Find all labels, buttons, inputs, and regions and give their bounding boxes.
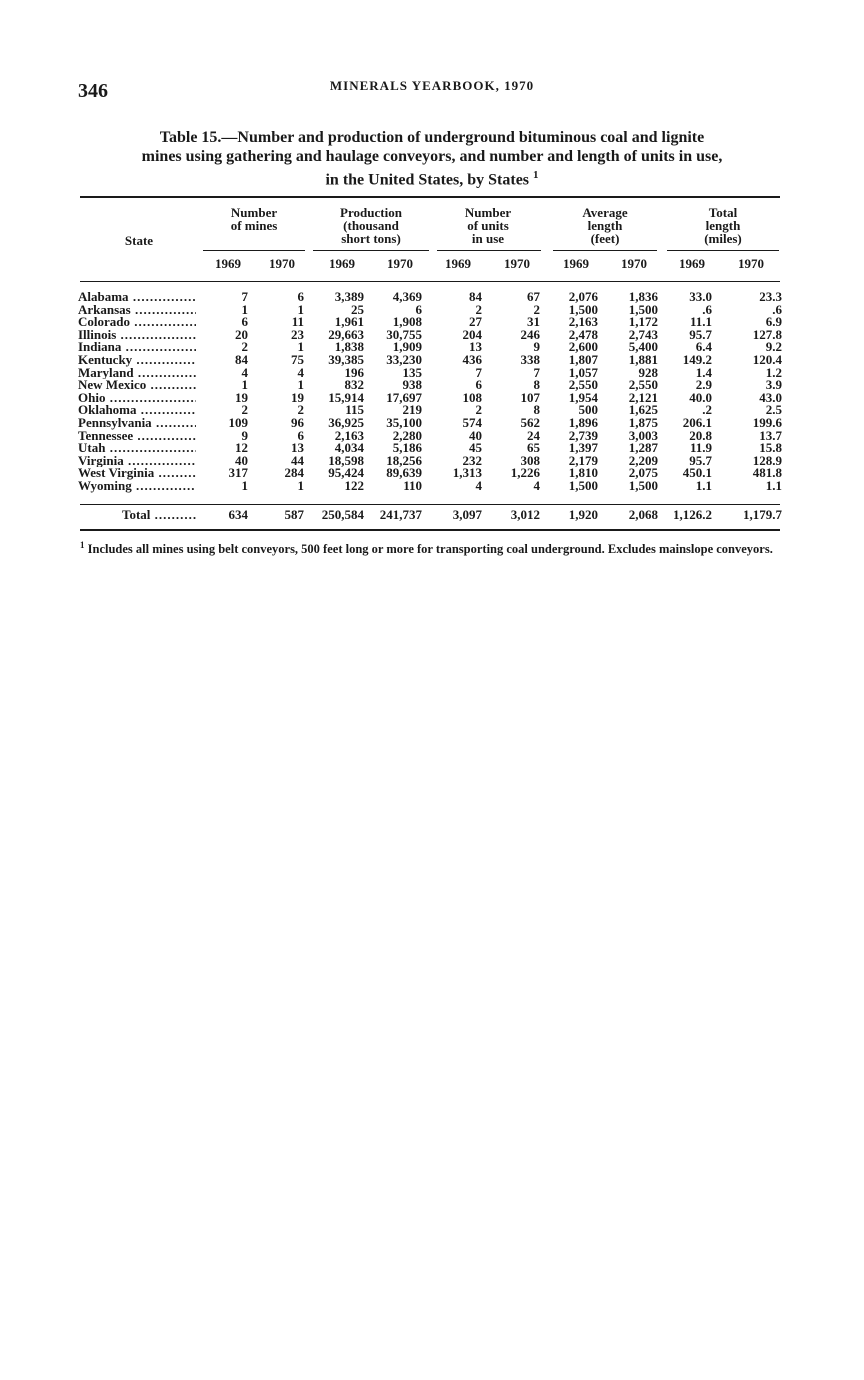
- table-cell: 18,598: [328, 452, 364, 468]
- table-cell: 2.5: [765, 402, 782, 418]
- table-top-rule: [80, 196, 780, 198]
- table-cell: 36,925: [328, 414, 364, 430]
- state-name-cell: West Virginia .....: [78, 467, 196, 480]
- table-row: [0, 467, 864, 480]
- table-cell: 115: [345, 402, 364, 418]
- table-cell: 1,057: [568, 364, 598, 380]
- table-cell: 43.0: [759, 389, 782, 405]
- column-header-year: 1969: [329, 256, 355, 271]
- table-header-rule: [80, 281, 780, 282]
- table-row: [0, 414, 864, 430]
- footnote-mark: 1: [80, 540, 85, 550]
- state-name-cell: Illinois .....: [78, 329, 196, 342]
- table-cell: 450.1: [682, 465, 712, 481]
- table-cell: 1,954: [568, 389, 598, 405]
- table-cell: 109: [228, 414, 248, 430]
- table-cell: 232: [462, 452, 482, 468]
- state-name-cell: Maryland .....: [78, 367, 196, 380]
- table-cell: 246: [520, 326, 540, 342]
- table-cell: 2,163: [568, 314, 598, 330]
- table-cell: 11.1: [689, 314, 712, 330]
- table-row: [0, 379, 864, 392]
- table-cell: 12: [235, 440, 248, 456]
- table-cell: 1: [297, 477, 304, 493]
- column-header-year: 1970: [621, 256, 647, 271]
- table-cell: 2,075: [628, 465, 658, 481]
- table-total-rule: [80, 504, 780, 505]
- total-cell: 1,126.2: [673, 507, 712, 522]
- group-label-line: short tons): [341, 231, 401, 246]
- table-cell: 30,755: [386, 326, 422, 342]
- table-cell: 2: [475, 301, 482, 317]
- table-cell: 108: [462, 389, 482, 405]
- table-cell: 18,256: [386, 452, 422, 468]
- table-cell: 1,313: [452, 465, 482, 481]
- table-cell: 1,836: [628, 289, 658, 304]
- table-title-line-3-text: in the United States, by States: [325, 171, 530, 189]
- table-cell: 7: [241, 289, 248, 304]
- table-cell: 2,076: [568, 289, 598, 304]
- state-name-cell: Colorado .....: [78, 316, 196, 329]
- table-cell: 1,810: [568, 465, 598, 481]
- table-cell: 204: [462, 326, 482, 342]
- group-label-line: length: [587, 218, 623, 233]
- table-title: [90, 128, 774, 189]
- footnote-text: Includes all mines using belt conveyors, 500 feet long or more for transporting coal underground. Excludes mainslope conveyors.: [87, 542, 773, 557]
- table-cell: 1: [297, 377, 304, 393]
- table-cell: 19: [291, 389, 304, 405]
- state-name-cell: Ohio .....: [78, 392, 196, 405]
- table-cell: 95,424: [328, 465, 364, 481]
- table-row: [0, 452, 864, 468]
- table-cell: 2: [533, 301, 540, 317]
- table-cell: 45: [469, 440, 482, 456]
- table-cell: 84: [235, 351, 248, 367]
- group-underline: [437, 250, 541, 251]
- table-cell: 75: [291, 351, 304, 367]
- table-cell: 40: [469, 427, 482, 443]
- table-row: [0, 364, 864, 380]
- table-cell: 4: [241, 364, 248, 380]
- table-cell: 3,003: [628, 427, 658, 443]
- table-cell: 1: [241, 377, 248, 393]
- table-cell: 2,280: [392, 427, 422, 443]
- table-cell: 284: [284, 465, 304, 481]
- table-cell: 5,400: [628, 339, 658, 355]
- footnote: [80, 538, 784, 557]
- table-cell: 1,896: [568, 414, 598, 430]
- table-cell: 15.8: [759, 440, 782, 456]
- state-name-cell: New Mexico .....: [78, 379, 196, 392]
- group-label-line: length: [705, 218, 741, 233]
- state-name-cell: Tennessee .....: [78, 430, 196, 443]
- table-cell: 33.0: [689, 289, 712, 304]
- group-underline: [203, 250, 305, 251]
- table-cell: 84: [469, 289, 482, 304]
- table-cell: 4: [475, 477, 482, 493]
- table-cell: 3.9: [765, 377, 782, 393]
- table-cell: 1.4: [695, 364, 712, 380]
- table-cell: 2,550: [568, 377, 598, 393]
- table-cell: 2,739: [568, 427, 598, 443]
- table-cell: 29,663: [328, 326, 364, 342]
- table-cell: 1.1: [765, 477, 782, 493]
- total-cell: 250,584: [321, 507, 364, 522]
- table-cell: 23.3: [759, 289, 782, 304]
- table-cell: 35,100: [386, 414, 422, 430]
- table-cell: 2.9: [695, 377, 712, 393]
- page-number: 346: [78, 80, 108, 102]
- table-cell: 832: [344, 377, 364, 393]
- table-cell: 6: [297, 289, 304, 304]
- table-cell: 2: [241, 339, 248, 355]
- state-name-cell: Alabama .....: [78, 291, 196, 304]
- column-group-total-length: [668, 206, 778, 245]
- table-cell: 110: [403, 477, 422, 493]
- state-name-cell: Wyoming .....: [78, 480, 196, 493]
- group-label-line: Average: [582, 205, 628, 220]
- table-cell: 17,697: [386, 389, 422, 405]
- group-underline: [667, 250, 779, 251]
- table-title-line-1: Table 15.—Number and production of underground bituminous coal and lignite: [159, 129, 705, 146]
- table-cell: 96: [291, 414, 304, 430]
- table-cell: 33,230: [386, 351, 422, 367]
- table-cell: 1.2: [765, 364, 782, 380]
- table-total-row: [0, 507, 864, 523]
- column-group-number-of-units: [436, 206, 540, 245]
- table-row: [0, 477, 864, 493]
- table-title-line-2: mines using gathering and haulage conveyors, and number and length of units in use,: [141, 148, 723, 165]
- group-label-line: Number: [464, 205, 512, 220]
- state-name-cell: Indiana .....: [78, 341, 196, 354]
- column-header-year: 1969: [563, 256, 589, 271]
- table-cell: 308: [520, 452, 540, 468]
- running-head: MINERALS YEARBOOK, 1970: [329, 78, 535, 93]
- group-underline: [313, 250, 429, 251]
- state-name-cell: Arkansas .....: [78, 304, 196, 317]
- table-row: [0, 389, 864, 405]
- table-cell: 1,500: [628, 477, 658, 493]
- total-cell: 587: [284, 507, 304, 522]
- table-cell: 574: [462, 414, 482, 430]
- table-cell: 39,385: [328, 351, 364, 367]
- group-underline: [553, 250, 657, 251]
- table-cell: 317: [228, 465, 248, 481]
- table-cell: .6: [772, 301, 782, 317]
- column-header-year: 1969: [215, 256, 241, 271]
- table-title-line-3: [90, 166, 774, 189]
- table-cell: 128.9: [752, 452, 782, 468]
- table-cell: 1,625: [628, 402, 658, 418]
- table-cell: 4: [297, 364, 304, 380]
- column-header-state: State: [124, 233, 154, 248]
- table-cell: 2,179: [568, 452, 598, 468]
- table-cell: 1,500: [568, 477, 598, 493]
- table-cell: 4,369: [392, 289, 422, 304]
- table-cell: 1,881: [628, 351, 658, 367]
- state-name-cell: Utah .....: [78, 442, 196, 455]
- column-group-production: [315, 206, 427, 245]
- table-cell: 7: [475, 364, 482, 380]
- state-name-cell: Virginia .....: [78, 455, 196, 468]
- column-header-year: 1969: [445, 256, 471, 271]
- table-cell: 6.9: [765, 314, 782, 330]
- table-cell: 40: [235, 452, 248, 468]
- group-label-line: Number: [230, 205, 278, 220]
- table-row: [0, 404, 864, 417]
- table-cell: 95.7: [689, 452, 712, 468]
- table-cell: 3,389: [334, 289, 364, 304]
- table-cell: 1: [241, 301, 248, 317]
- table-cell: 19: [235, 389, 248, 405]
- table-cell: 196: [344, 364, 364, 380]
- state-name-cell: Pennsylvania .....: [78, 417, 196, 430]
- table-row: [0, 291, 864, 304]
- table-cell: 149.2: [682, 351, 712, 367]
- state-name-cell: Oklahoma .....: [78, 404, 196, 417]
- table-cell: 1: [241, 477, 248, 493]
- group-label-line: (feet): [590, 231, 620, 246]
- table-cell: 2: [241, 402, 248, 418]
- table-cell: 25: [351, 301, 364, 317]
- table-cell: 1,397: [568, 440, 598, 456]
- table-cell: 6: [241, 314, 248, 330]
- state-name-cell: Kentucky .....: [78, 354, 196, 367]
- table-cell: 6.4: [695, 339, 712, 355]
- table-cell: 562: [520, 414, 540, 430]
- column-group-number-of-mines: [208, 206, 300, 232]
- table-row: [0, 301, 864, 317]
- table-cell: 4,034: [334, 440, 364, 456]
- table-cell: 2,209: [628, 452, 658, 468]
- table-cell: 1,807: [568, 351, 598, 367]
- table-cell: 1,226: [510, 465, 540, 481]
- table-cell: 27: [469, 314, 482, 330]
- table-row: [0, 316, 864, 329]
- table-cell: 6: [475, 377, 482, 393]
- table-cell: 1,172: [628, 314, 658, 330]
- table-cell: 6: [297, 427, 304, 443]
- table-cell: 1,287: [628, 440, 658, 456]
- total-cell: 3,012: [510, 507, 540, 522]
- table-cell: 107: [520, 389, 540, 405]
- table-cell: 9: [533, 339, 540, 355]
- table-cell: 1,909: [392, 339, 422, 355]
- table-cell: 95.7: [689, 326, 712, 342]
- table-cell: .2: [702, 402, 712, 418]
- table-cell: 7: [533, 364, 540, 380]
- table-cell: .6: [702, 301, 712, 317]
- group-label-line: (miles): [704, 231, 742, 246]
- group-label-line: of units: [467, 218, 509, 233]
- table-cell: 1,875: [628, 414, 658, 430]
- table-cell: 40.0: [689, 389, 712, 405]
- table-cell: 2,550: [628, 377, 658, 393]
- table-cell: 31: [527, 314, 540, 330]
- table-cell: 500: [578, 402, 598, 418]
- table-cell: 938: [402, 377, 422, 393]
- table-cell: 13.7: [759, 427, 782, 443]
- table-cell: 9: [241, 427, 248, 443]
- table-cell: 1,838: [334, 339, 364, 355]
- column-header-year: 1969: [679, 256, 705, 271]
- table-cell: 199.6: [752, 414, 782, 430]
- total-label: Total .....: [122, 507, 196, 523]
- total-cell: 1,179.7: [743, 507, 782, 522]
- table-cell: 1.1: [695, 477, 712, 493]
- table-cell: 206.1: [682, 414, 712, 430]
- table-row: [0, 427, 864, 443]
- table-cell: 481.8: [752, 465, 782, 481]
- group-label-line: Production: [340, 205, 402, 220]
- table-row: [0, 351, 864, 367]
- table-cell: 219: [402, 402, 422, 418]
- table-cell: 1,500: [568, 301, 598, 317]
- table-cell: 23: [291, 326, 304, 342]
- table-cell: 135: [402, 364, 422, 380]
- column-group-average-length: [552, 206, 658, 245]
- table-cell: 2,600: [568, 339, 598, 355]
- table-cell: 1,908: [392, 314, 422, 330]
- table-cell: 2,743: [628, 326, 658, 342]
- column-header-year: 1970: [269, 256, 295, 271]
- table-cell: 122: [344, 477, 364, 493]
- table-cell: 2,121: [628, 389, 658, 405]
- total-cell: 1,920: [568, 507, 598, 522]
- table-body: [0, 291, 864, 493]
- table-cell: 8: [533, 377, 540, 393]
- table-cell: 2,163: [334, 427, 364, 443]
- table-cell: 11: [291, 314, 304, 330]
- table-cell: 2,478: [568, 326, 598, 342]
- table-cell: 1: [297, 301, 304, 317]
- table-cell: 4: [533, 477, 540, 493]
- table-cell: 20: [235, 326, 248, 342]
- group-label-line: of mines: [230, 218, 278, 233]
- table-cell: 5,186: [392, 440, 422, 456]
- table-cell: 44: [291, 452, 304, 468]
- table-cell: 2: [297, 402, 304, 418]
- table-cell: 120.4: [752, 351, 782, 367]
- table-cell: 2: [475, 402, 482, 418]
- table-cell: 1: [297, 339, 304, 355]
- table-cell: 338: [520, 351, 540, 367]
- table-cell: 1,500: [628, 301, 658, 317]
- table-cell: 436: [462, 351, 482, 367]
- group-label-line: Total: [708, 205, 738, 220]
- table-cell: 15,914: [328, 389, 364, 405]
- table-cell: 67: [527, 289, 540, 304]
- total-cell: 2,068: [628, 507, 658, 522]
- column-header-year: 1970: [504, 256, 530, 271]
- table-cell: 65: [527, 440, 540, 456]
- table-cell: 13: [469, 339, 482, 355]
- column-header-year: 1970: [738, 256, 764, 271]
- table-cell: 11.9: [689, 440, 712, 456]
- table-bottom-rule: [80, 529, 780, 531]
- table-cell: 20.8: [689, 427, 712, 443]
- table-cell: 89,639: [386, 465, 422, 481]
- table-cell: 8: [533, 402, 540, 418]
- table-row: [0, 326, 864, 342]
- total-cell: 3,097: [452, 507, 482, 522]
- table-cell: 1,961: [334, 314, 364, 330]
- table-row: [0, 442, 864, 455]
- group-label-line: in use: [471, 231, 505, 246]
- table-cell: 24: [527, 427, 540, 443]
- total-cell: 634: [228, 507, 248, 522]
- table-cell: 127.8: [752, 326, 782, 342]
- table-row: [0, 341, 864, 354]
- table-cell: 13: [291, 440, 304, 456]
- total-cell: 241,737: [379, 507, 422, 522]
- title-footnote-mark: 1: [533, 169, 539, 181]
- table-cell: 9.2: [765, 339, 782, 355]
- table-cell: 6: [415, 301, 422, 317]
- group-label-line: (thousand: [343, 218, 399, 233]
- column-header-year: 1970: [387, 256, 413, 271]
- table-cell: 928: [638, 364, 658, 380]
